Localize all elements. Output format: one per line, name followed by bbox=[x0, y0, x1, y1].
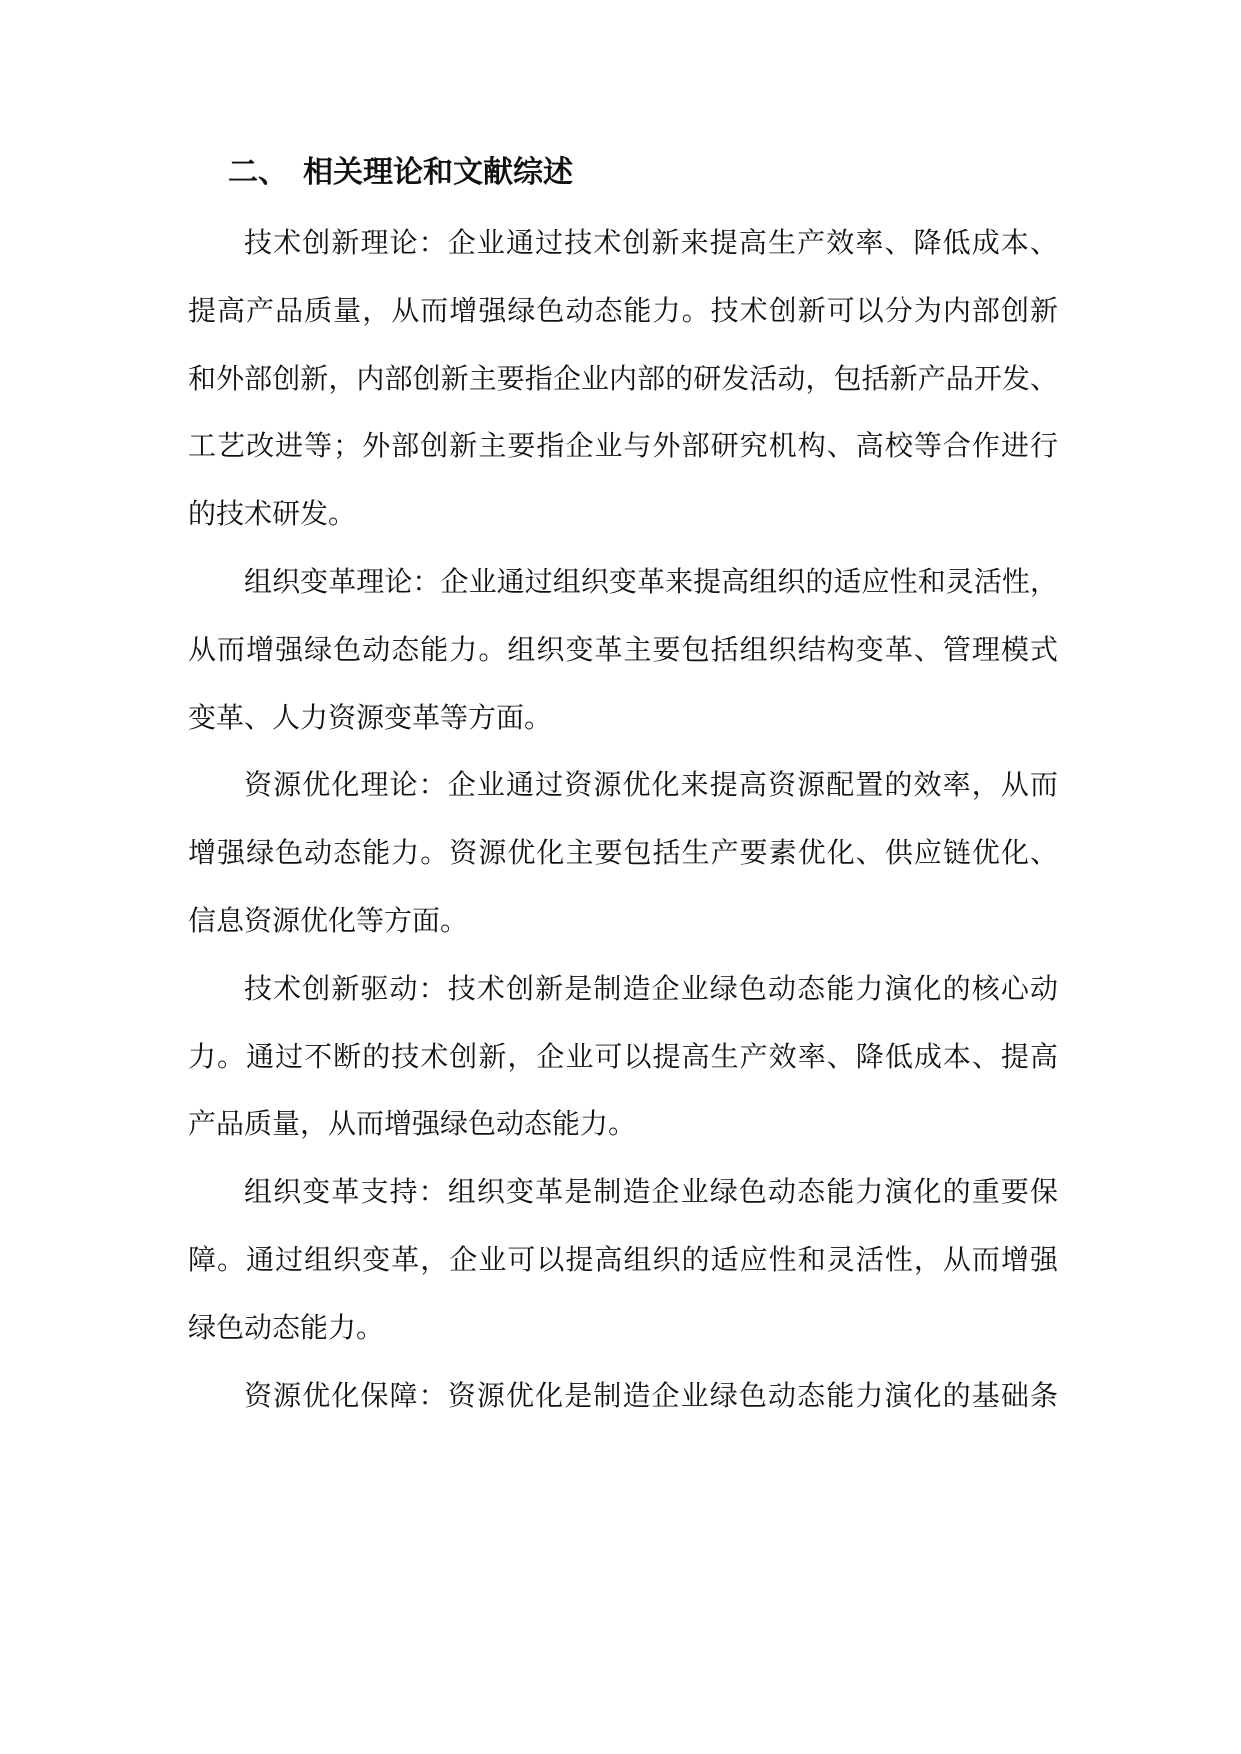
paragraph-resource-optimization-theory bbox=[188, 751, 1058, 954]
paragraph-line: 工艺改进等；外部创新主要指企业与外部研究机构、高校等合作进行 bbox=[188, 429, 1058, 463]
section-number: 二、 bbox=[228, 155, 288, 190]
paragraph-technology-innovation-driver bbox=[188, 955, 1058, 1158]
paragraph-line: 信息资源优化等方面。 bbox=[188, 903, 469, 937]
paragraph-line: 提高产品质量，从而增强绿色动态能力。技术创新可以分为内部创新 bbox=[188, 293, 1058, 327]
paragraph-line: 组织变革理论：企业通过组织变革来提高组织的适应性和灵活性， bbox=[244, 564, 1058, 598]
section-title: 相关理论和文献综述 bbox=[303, 155, 573, 190]
paragraph-line: 变革、人力资源变革等方面。 bbox=[188, 700, 553, 734]
paragraph-line: 增强绿色动态能力。资源优化主要包括生产要素优化、供应链优化、 bbox=[188, 836, 1058, 870]
paragraph-line: 和外部创新，内部创新主要指企业内部的研发活动，包括新产品开发、 bbox=[188, 361, 1058, 395]
paragraph-line: 组织变革支持：组织变革是制造企业绿色动态能力演化的重要保 bbox=[244, 1175, 1058, 1209]
paragraph-resource-optimization-guarantee bbox=[188, 1362, 1058, 1430]
paragraph-technology-innovation-theory bbox=[188, 209, 1058, 548]
paragraph-line: 资源优化理论：企业通过资源优化来提高资源配置的效率，从而 bbox=[244, 768, 1058, 802]
body-text bbox=[188, 209, 1058, 1429]
paragraph-organizational-change-theory bbox=[188, 548, 1058, 751]
section-heading bbox=[228, 153, 573, 193]
paragraph-line: 技术创新理论：企业通过技术创新来提高生产效率、降低成本、 bbox=[244, 226, 1058, 259]
paragraph-line: 技术创新驱动：技术创新是制造企业绿色动态能力演化的核心动 bbox=[244, 971, 1058, 1005]
paragraph-line: 产品质量，从而增强绿色动态能力。 bbox=[188, 1107, 637, 1141]
paragraph-line: 障。通过组织变革，企业可以提高组织的适应性和灵活性，从而增强 bbox=[188, 1242, 1058, 1276]
paragraph-line: 从而增强绿色动态能力。组织变革主要包括组织结构变革、管理模式 bbox=[188, 632, 1058, 666]
paragraph-line: 力。通过不断的技术创新，企业可以提高生产效率、降低成本、提高 bbox=[188, 1039, 1058, 1073]
paragraph-line: 资源优化保障：资源优化是制造企业绿色动态能力演化的基础条 bbox=[244, 1378, 1058, 1412]
paragraph-organizational-change-support bbox=[188, 1158, 1058, 1361]
paragraph-line: 绿色动态能力。 bbox=[188, 1310, 385, 1344]
paragraph-line: 的技术研发。 bbox=[188, 497, 357, 531]
